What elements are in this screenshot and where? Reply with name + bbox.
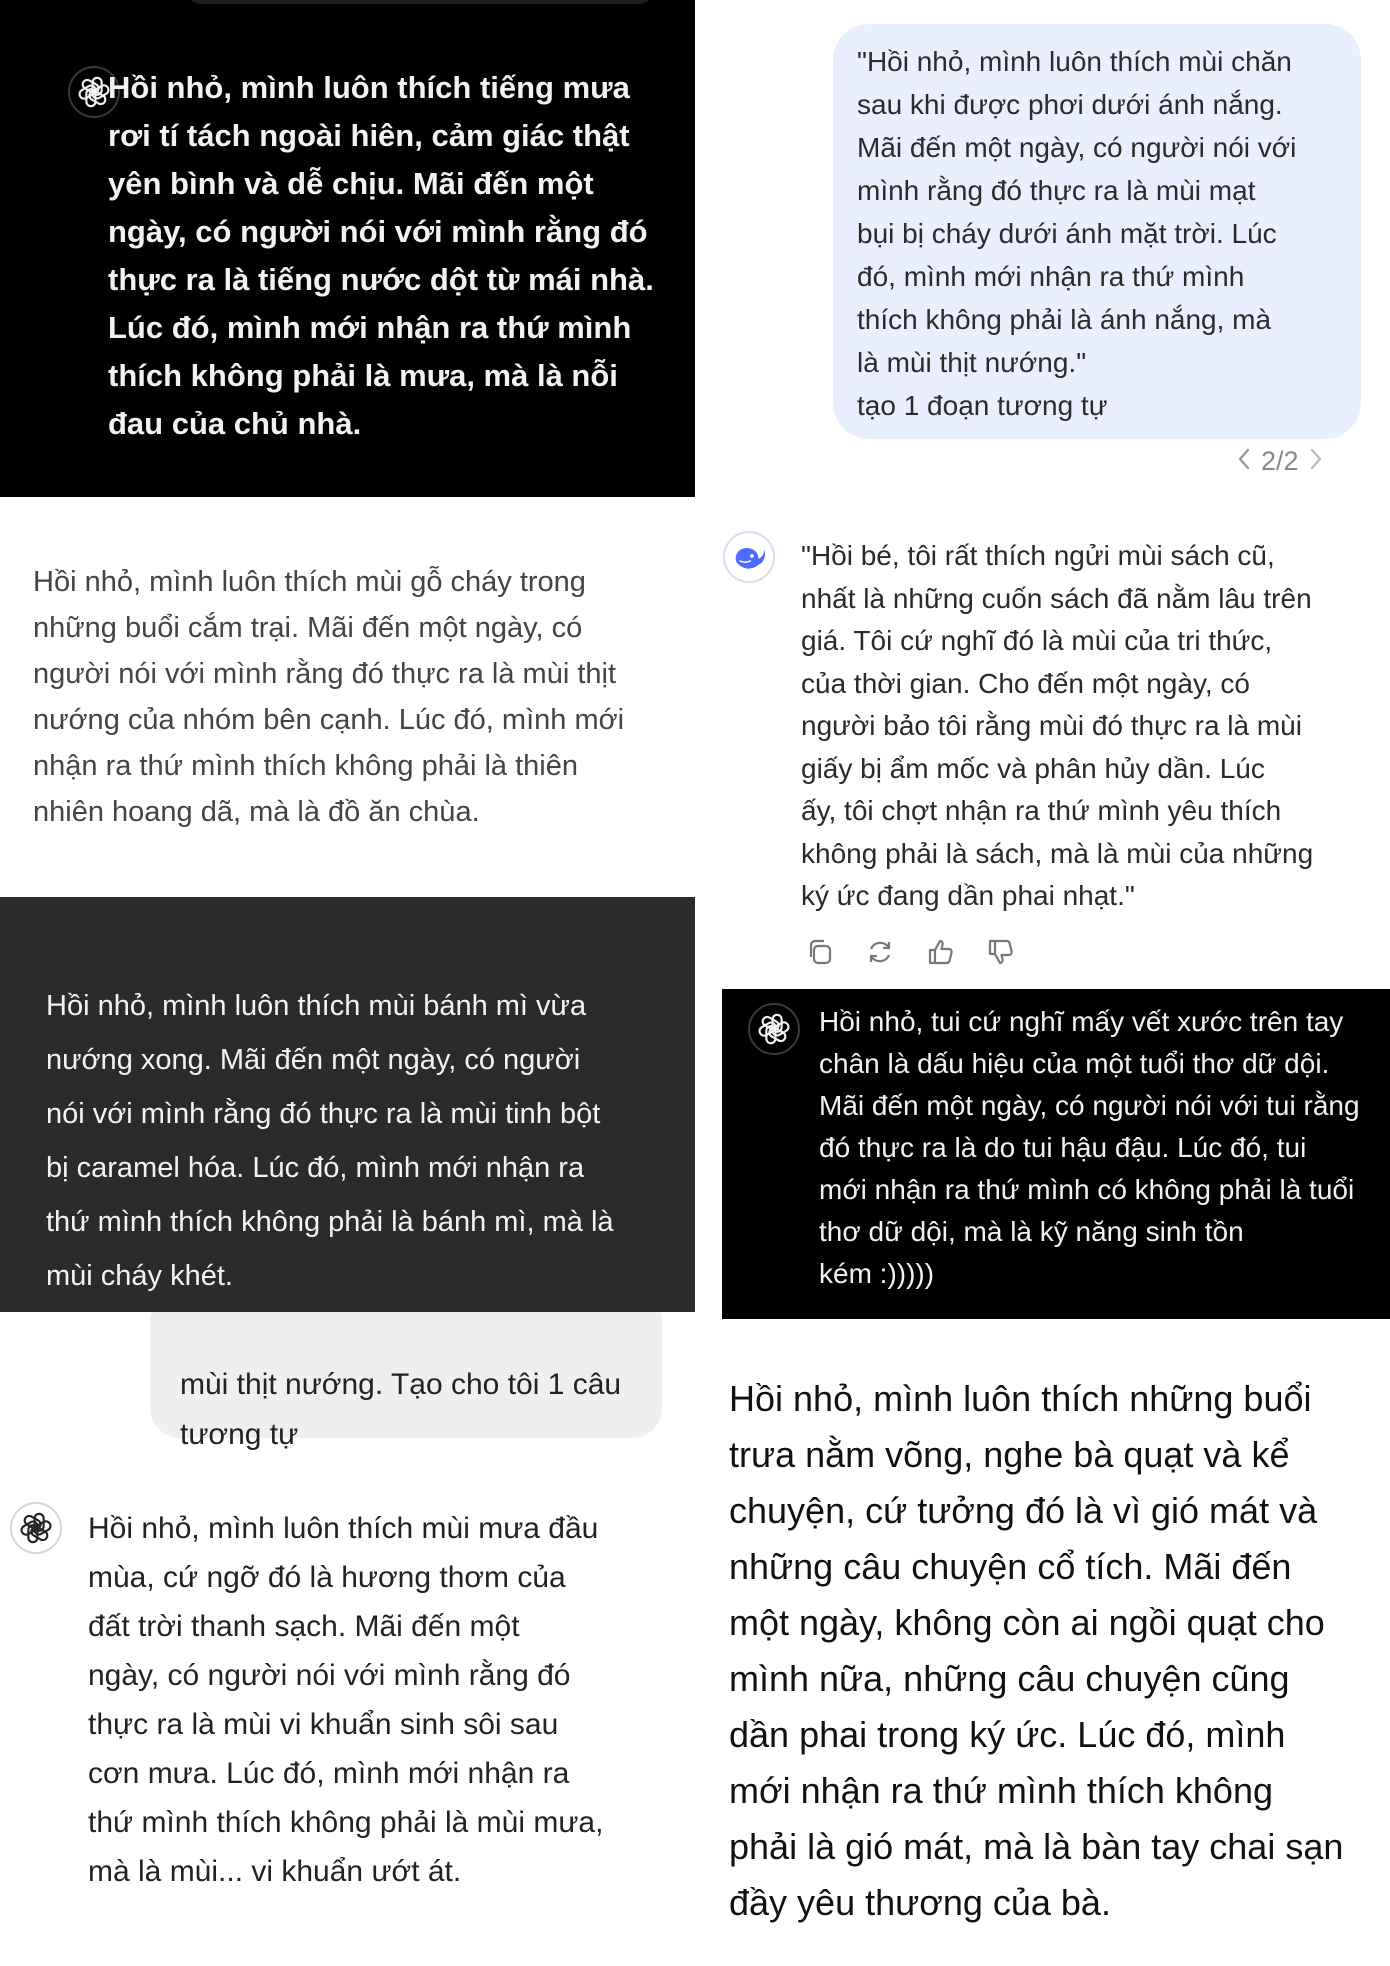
top-bar-edge (185, 0, 655, 4)
openai-logo-icon (748, 1003, 800, 1055)
chevron-left-icon[interactable] (1237, 446, 1251, 477)
deepseek-reply-panel (695, 497, 1390, 989)
regenerate-icon[interactable] (863, 935, 897, 969)
chatgpt-dark-reply-panel (0, 0, 695, 497)
assistant-message: Hồi nhỏ, mình luôn thích mùi gỗ cháy trong những buổi cắm trại. Mãi đến một ngày, có người nói với mình rằng đó thực ra là mùi thịt nướng của nhóm bên cạnh. Lúc đó, mình mới nhận ra thứ mình thích không phải là thiên nhiên hoang dã, mà là đồ ăn chùa. (33, 566, 625, 828)
copy-icon[interactable] (803, 935, 837, 969)
message-actions (803, 935, 1017, 969)
user-prompt-panel (695, 0, 1390, 497)
assistant-message: Hồi nhỏ, mình luôn thích mùi bánh mì vừa nướng xong. Mãi đến một ngày, có người nói với mình rằng đó thực ra là mùi tinh bột bị caramel hóa. Lúc đó, mình mới nhận ra thứ mình thích không phải là bánh mì, mà là mùi cháy khét. (46, 990, 614, 1292)
assistant-message: Hồi nhỏ, mình luôn thích mùi mưa đầu mùa, cứ ngỡ đó là hương thơm của đất trời thanh sạch. Mãi đến một ngày, có người nói với mình rằng đó thực ra là mùi vi khuẩn sinh sôi sau cơn mưa. Lúc đó, mình mới nhận ra thứ mình thích không phải là mùi mưa, mà là mùi... vi khuẩn ướt át. (88, 1512, 604, 1888)
assistant-message: Hồi nhỏ, mình luôn thích tiếng mưa rơi tí tách ngoài hiên, cảm giác thật yên bình và dễ chịu. Mãi đến một ngày, có người nói với mình rằng đó thực ra là tiếng nước dột từ mái nhà. Lúc đó, mình mới nhận ra thứ mình thích không phải là mưa, mà là nỗi đau của chủ nhà. (108, 70, 654, 441)
chatgpt-black-reply-panel (722, 989, 1390, 1319)
openai-logo-icon (10, 1502, 62, 1554)
user-message: "Hồi nhỏ, mình luôn thích mùi chăn sau khi được phơi dưới ánh nắng. Mãi đến một ngày, có người nói với mình rằng đó thực ra là mùi mạt bụi bị cháy dưới ánh mặt trời. Lúc đó, mình mới nhận ra thứ mình thích không phải là ánh nắng, mà là mùi thịt nướng." tạo 1 đoạn tương tự (857, 46, 1297, 421)
chatgpt-light-thread-panel (0, 1312, 695, 1966)
assistant-message: Hồi nhỏ, mình luôn thích những buổi trưa nằm võng, nghe bà quạt và kể chuyện, cứ tưởng đó là vì gió mát và những câu chuyện cổ tích. Mãi đến một ngày, không còn ai ngồi quạt cho mình nữa, những câu chuyện cũng dần phai trong ký ức. Lúc đó, mình mới nhận ra thứ mình thích không phải là gió mát, mà là bàn tay chai sạn đầy yêu thương của bà. (729, 1378, 1344, 1923)
dark-gray-reply-panel (0, 897, 695, 1312)
chevron-right-icon[interactable] (1309, 446, 1323, 477)
large-text-reply-panel (695, 1319, 1390, 1966)
thumbs-down-icon[interactable] (983, 935, 1017, 969)
deepseek-whale-icon (723, 531, 775, 583)
assistant-message: Hồi nhỏ, tui cứ nghĩ mấy vết xước trên tay chân là dấu hiệu của một tuổi thơ dữ dội. Mãi đến một ngày, có người nói với tui rằng đó thực ra là do tui hậu đậu. Lúc đó, tui mới nhận ra thứ mình có không phải là tuổi thơ dữ dội, mà là kỹ năng sinh tồn kém :))))) (819, 1006, 1360, 1289)
thumbs-up-icon[interactable] (923, 935, 957, 969)
user-message: mùi thịt nướng. Tạo cho tôi 1 câu tương tự (180, 1368, 622, 1451)
version-pager (1237, 446, 1323, 477)
assistant-message: "Hồi bé, tôi rất thích ngửi mùi sách cũ, nhất là những cuốn sách đã nằm lâu trên giá. Tôi cứ nghĩ đó là mùi của tri thức, của thời gian. Cho đến một ngày, có người bảo tôi rằng mùi đó thực ra là mùi giấy bị ẩm mốc và phân hủy dần. Lúc ấy, tôi chợt nhận ra thứ mình yêu thích không phải là sách, mà là mùi của những ký ức đang dần phai nhạt." (801, 540, 1314, 911)
plain-reply-panel (0, 497, 695, 897)
pager-label: 2/2 (1261, 446, 1299, 476)
